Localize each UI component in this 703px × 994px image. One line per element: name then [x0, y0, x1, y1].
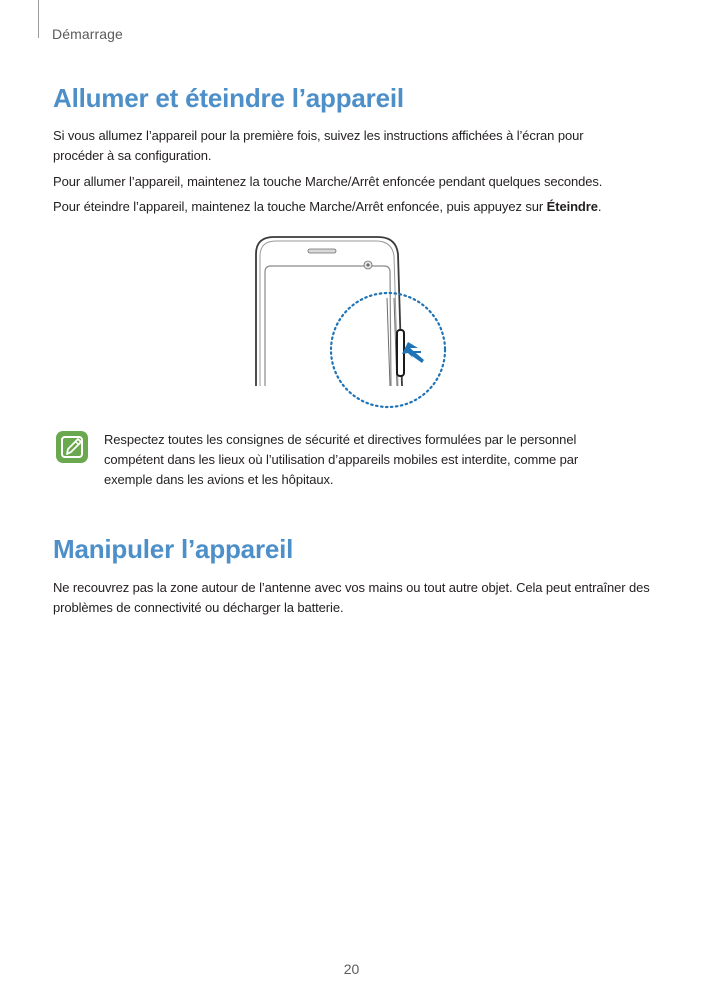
paragraph-power-off-text: Pour éteindre l’appareil, maintenez la touche Marche/Arrêt enfoncée, puis appuyez sur [53, 199, 547, 214]
paragraph-power-on: Pour allumer l’appareil, maintenez la touche Marche/Arrêt enfoncée pendant quelques secondes. [53, 174, 603, 189]
phone-inner-edge [260, 241, 398, 386]
paragraph-power-off-end: . [597, 199, 602, 214]
section-label: Démarrage [52, 26, 123, 42]
paragraph-power-off [53, 197, 653, 217]
paragraph-antenna: Ne recouvrez pas la zone autour de l’antenne avec vos mains ou tout autre objet. Cela peut entraîner des problèmes de connectivité ou décharger la batterie. [53, 580, 650, 615]
power-off-option: Éteindre [546, 199, 598, 214]
phone-power-key-illustration [250, 232, 450, 412]
highlight-circle [331, 293, 445, 407]
phone-screen [265, 266, 391, 386]
note-text: Respectez toutes les consignes de sécurité et directives formulées par le personnel compétent dans les lieux où l’utilisation d’appareils mobiles est interdite, comme par exemple dans les avions et les hôpitaux. [104, 432, 579, 487]
page-number: 20 [343, 961, 360, 977]
paragraph-first-use: Si vous allumez l’appareil pour la première fois, suivez les instructions affichées à l’écran pour procéder à sa configuration. [53, 128, 584, 163]
phone-earpiece [308, 249, 336, 253]
section-title-power: Allumer et éteindre l’appareil [53, 83, 404, 113]
phone-body [256, 237, 402, 386]
margin-rule [38, 0, 39, 38]
section-title-handling: Manipuler l’appareil [53, 534, 294, 564]
note-pencil-icon [55, 430, 89, 464]
